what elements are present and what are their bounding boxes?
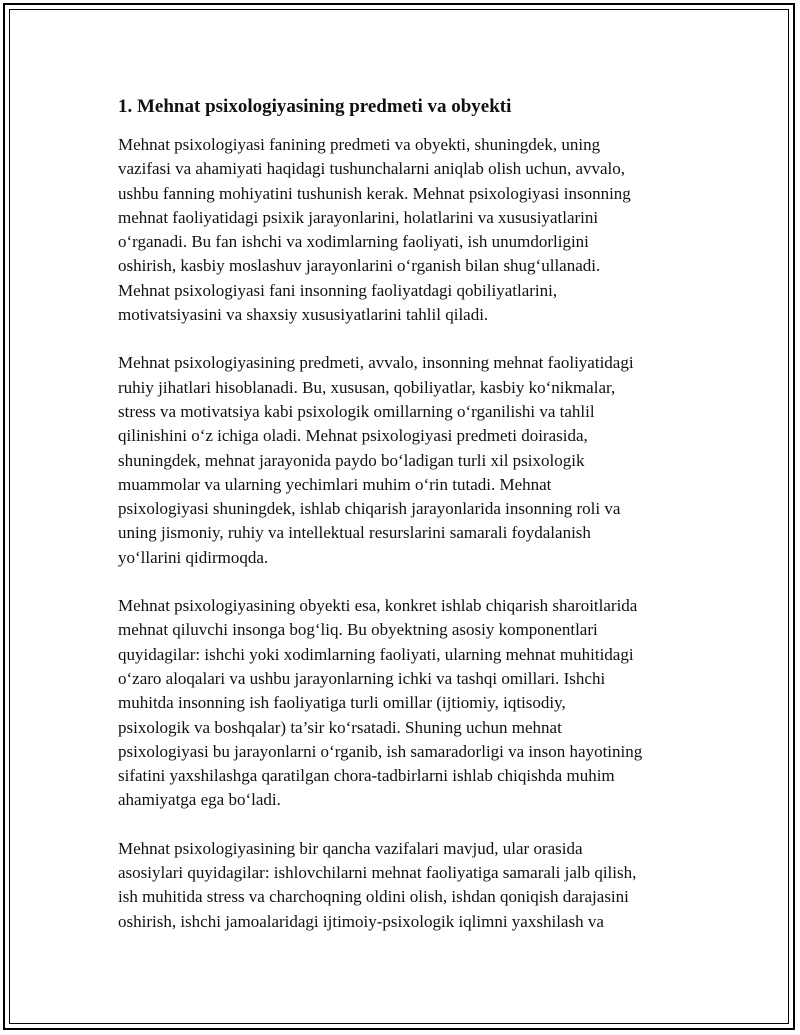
paragraph-line: mehnat qiluvchi insonga bog‘liq. Bu obyektning asosiy komponentlari [118,620,598,640]
paragraph-line: Mehnat psixologiyasining obyekti esa, konkret ishlab chiqarish sharoitlarida [118,596,638,616]
paragraph-line: motivatsiyasini va shaxsiy xususiyatlarini tahlil qiladi. [118,305,489,325]
paragraph-line: psixologik va boshqalar) ta’sir ko‘rsatadi. Shuning uchun mehnat [118,717,562,737]
paragraph-line: ushbu fanning mohiyatini tushunish kerak. Mehnat psixologiyasi insonning [118,183,631,203]
paragraph-line: sifatini yaxshilashga qaratilgan chora-tadbirlarni ishlab chiqishda muhim [118,766,615,786]
paragraph [118,133,698,327]
paragraph-list [118,133,698,934]
paragraph-line: o‘rganadi. Bu fan ishchi va xodimlarning faoliyati, ish unumdorligini [118,232,589,252]
document-body [118,94,698,958]
paragraph-line: Mehnat psixologiyasi fanining predmeti va obyekti, shuningdek, uning [118,135,601,154]
paragraph-line: Mehnat psixologiyasining bir qancha vazifalari mavjud, ular orasida [118,838,583,858]
paragraph [118,351,698,570]
paragraph-line: ahamiyatga ega bo‘ladi. [118,790,281,810]
paragraph-line: yo‘llarini qidirmoqda. [118,547,269,567]
paragraph-line: Mehnat psixologiyasining predmeti, avvalo, insonning mehnat faoliyatidagi [118,353,634,373]
paragraph-line: mehnat faoliyatidagi psixik jarayonlarini, holatlarini va xususiyatlarini [118,207,599,227]
paragraph-line: stress va motivatsiya kabi psixologik omillarning o‘rganilishi va tahlil [118,401,595,421]
paragraph [118,594,698,813]
paragraph-line: psixologiyasi bu jarayonlarni o‘rganib, ish samaradorligi va inson hayotining [118,741,643,761]
paragraph-line: muammolar va ularning yechimlari muhim o‘rin tutadi. Mehnat [118,474,552,494]
paragraph-line: quyidagilar: ishchi yoki xodimlarning faoliyati, ularning mehnat muhitidagi [118,644,634,664]
paragraph [118,837,698,934]
paragraph-line: Mehnat psixologiyasi fani insonning faoliyatdagi qobiliyatlarini, [118,280,558,300]
paragraph-line: oshirish, ishchi jamoalaridagi ijtimoiy-psixologik iqlimni yaxshilash va [118,911,604,931]
paragraph-line: qilinishini o‘z ichiga oladi. Mehnat psixologiyasi predmeti doirasida, [118,426,588,446]
paragraph-line: muhitda insonning ish faoliyatiga turli omillar (ijtiomiy, iqtisodiy, [118,693,566,713]
paragraph-line: o‘zaro aloqalari va ushbu jarayonlarning ichki va tashqi omillari. Ishchi [118,668,606,688]
paragraph-line: asosiylari quyidagilar: ishlovchilarni mehnat faoliyatiga samarali jalb qilish, [118,863,637,883]
paragraph-line: vazifasi va ahamiyati haqidagi tushunchalarni aniqlab olish uchun, avvalo, [118,159,626,179]
paragraph-line: ruhiy jihatlari hisoblanadi. Bu, xususan, qobiliyatlar, kasbiy ko‘nikmalar, [118,377,616,397]
section-heading: 1. Mehnat psixologiyasining predmeti va obyekti [118,96,512,117]
paragraph-line: shuningdek, mehnat jarayonida paydo bo‘ladigan turli xil psixologik [118,450,585,470]
paragraph-line: ish muhitida stress va charchoqning oldini olish, ishdan qoniqish darajasini [118,887,629,907]
paragraph-line: oshirish, kasbiy moslashuv jarayonlarini o‘rganish bilan shug‘ullanadi. [118,256,601,276]
paragraph-line: uning jismoniy, ruhiy va intellektual resurslarini samarali foydalanish [118,523,591,543]
paragraph-line: psixologiyasi shuningdek, ishlab chiqarish jarayonlarida insonning roli va [118,499,621,519]
